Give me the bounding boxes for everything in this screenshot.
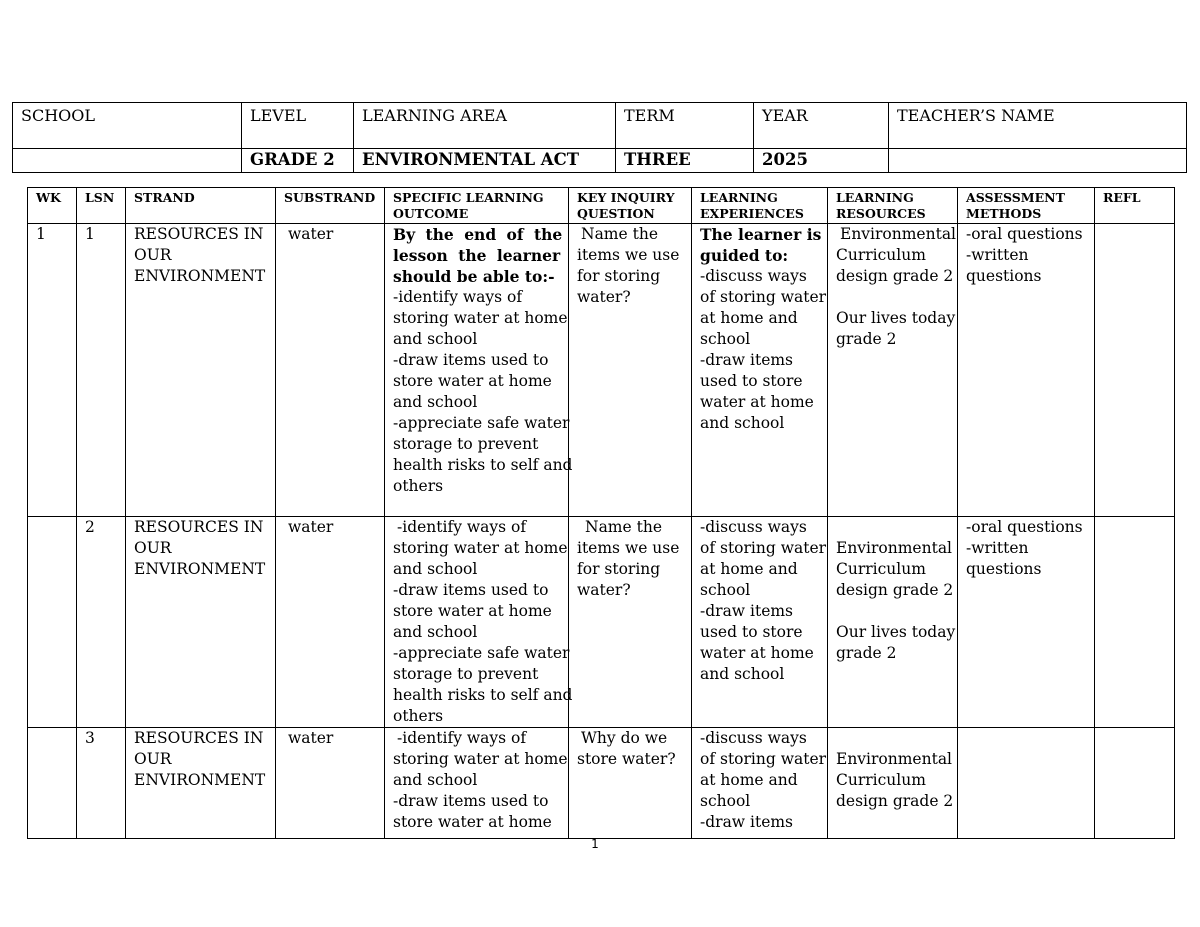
learning-area-value: ENVIRONMENTAL ACT: [354, 149, 616, 173]
experiences-cell: [692, 728, 828, 839]
assessment-line: questions: [966, 267, 1042, 285]
resource-line: Environmental: [840, 225, 957, 243]
strand-line: OUR: [134, 246, 172, 264]
week-cell: [28, 517, 77, 728]
outcome-line: store water at home: [393, 813, 552, 831]
column-header: WK: [28, 188, 77, 224]
substrand-cell: water: [276, 517, 385, 728]
experience-line: used to store: [700, 623, 803, 641]
outcome-line: storage to prevent: [393, 435, 539, 453]
outcome-line: health risks to self and: [393, 686, 573, 704]
outcome-line: health risks to self and: [393, 456, 573, 474]
experience-line: -discuss ways: [700, 518, 807, 536]
column-header: REFL: [1095, 188, 1175, 224]
outcome-intro-line: lesson the learner: [393, 246, 561, 265]
resource-line: Curriculum: [836, 560, 926, 578]
resource-line: Environmental: [836, 539, 953, 557]
school-label: SCHOOL: [13, 103, 242, 149]
lesson-cell: 2: [77, 517, 126, 728]
experiences-cell: [692, 224, 828, 517]
experiences-cell: [692, 517, 828, 728]
outcome-line: and school: [393, 393, 478, 411]
experience-line: school: [700, 581, 751, 599]
resources-cell: [828, 517, 958, 728]
strand-line: OUR: [134, 539, 172, 557]
experience-line: school: [700, 330, 751, 348]
outcome-line: and school: [393, 623, 478, 641]
experience-line: -discuss ways: [700, 267, 807, 285]
scheme-of-work-table: [27, 187, 1175, 839]
assessment-cell: [958, 517, 1095, 728]
experience-line: at home and: [700, 560, 798, 578]
week-cell: [28, 728, 77, 839]
question-line: items we use: [577, 246, 680, 264]
resource-line: Curriculum: [836, 246, 926, 264]
lesson-cell: 3: [77, 728, 126, 839]
experience-line: -discuss ways: [700, 729, 807, 747]
column-header: STRAND: [126, 188, 276, 224]
outcome-intro-line: By the end of the: [393, 225, 563, 244]
experiences-intro-line: guided to:: [700, 246, 789, 265]
outcome-line: -identify ways of: [393, 288, 523, 306]
outcome-line: others: [393, 477, 444, 495]
resources-cell: [828, 224, 958, 517]
header-values-row: [13, 149, 1187, 173]
experience-line: -draw items: [700, 602, 794, 620]
school-value: [13, 149, 242, 173]
strand-line: OUR: [134, 750, 172, 768]
teacher-name-value: [889, 149, 1187, 173]
strand-cell: [126, 224, 276, 517]
experience-line: at home and: [700, 309, 798, 327]
assessment-cell: [958, 224, 1095, 517]
question-line: Why do we: [581, 729, 668, 747]
level-value: GRADE 2: [242, 149, 354, 173]
strand-cell: [126, 517, 276, 728]
table-row: [28, 224, 1175, 517]
column-header: KEY INQUIRY QUESTION: [569, 188, 692, 224]
lesson-cell: 1: [77, 224, 126, 517]
resource-line: Our lives today: [836, 623, 956, 641]
substrand-cell: water: [276, 728, 385, 839]
table-row: [28, 517, 1175, 728]
resource-line: Curriculum: [836, 771, 926, 789]
column-header: LEARNING RESOURCES: [828, 188, 958, 224]
question-line: store water?: [577, 750, 676, 768]
term-label: TERM: [616, 103, 754, 149]
assessment-line: -oral questions: [966, 518, 1083, 536]
resource-line: design grade 2: [836, 792, 954, 810]
year-label: YEAR: [754, 103, 889, 149]
teacher-name-label: TEACHER’S NAME: [889, 103, 1187, 149]
experience-line: of storing water: [700, 750, 827, 768]
resource-spacer: [836, 287, 957, 308]
outcome-line: and school: [393, 560, 478, 578]
page-number: 1: [591, 837, 599, 851]
substrand-cell: water: [276, 224, 385, 517]
key-question-cell: [569, 517, 692, 728]
experience-line: and school: [700, 414, 785, 432]
strand-line: ENVIRONMENT: [134, 560, 266, 578]
outcome-line: storing water at home: [393, 539, 568, 557]
term-value: THREE: [616, 149, 754, 173]
experience-line: -draw items: [700, 813, 794, 831]
resource-line: grade 2: [836, 330, 897, 348]
resource-line: Our lives today: [836, 309, 956, 327]
resource-line: design grade 2: [836, 581, 954, 599]
question-line: water?: [577, 581, 631, 599]
question-line: for storing: [577, 267, 661, 285]
column-header-row: [28, 188, 1175, 224]
column-header: LSN: [77, 188, 126, 224]
outcome-line: store water at home: [393, 602, 552, 620]
outcome-line: store water at home: [393, 372, 552, 390]
outcome-cell: [385, 224, 573, 517]
resource-top-spacer: [836, 517, 957, 538]
level-label: LEVEL: [242, 103, 354, 149]
week-cell: 1: [28, 224, 77, 517]
outcome-line: and school: [393, 771, 478, 789]
experience-line: water at home: [700, 393, 814, 411]
resource-spacer: [836, 601, 957, 622]
column-header: SPECIFIC LEARNING OUTCOME: [385, 188, 569, 224]
outcome-line: storing water at home: [393, 750, 568, 768]
key-question-cell: [569, 728, 692, 839]
strand-cell: [126, 728, 276, 839]
experience-line: water at home: [700, 644, 814, 662]
column-header: SUBSTRAND: [276, 188, 385, 224]
year-value: 2025: [754, 149, 889, 173]
outcome-cell: [385, 728, 569, 839]
column-header: ASSESSMENT METHODS: [958, 188, 1095, 224]
outcome-line: -draw items used to: [393, 581, 549, 599]
question-line: Name the: [581, 225, 658, 243]
strand-line: ENVIRONMENT: [134, 267, 266, 285]
experience-line: of storing water: [700, 539, 827, 557]
strand-line: ENVIRONMENT: [134, 771, 266, 789]
question-line: items we use: [577, 539, 680, 557]
experience-line: -draw items: [700, 351, 794, 369]
experiences-intro-line: The learner is: [700, 225, 822, 244]
resource-line: grade 2: [836, 644, 897, 662]
resource-top-spacer: [836, 728, 957, 749]
reflection-cell: [1095, 224, 1175, 517]
outcome-line: storing water at home: [393, 309, 568, 327]
question-line: Name the: [585, 518, 662, 536]
strand-line: RESOURCES IN: [134, 225, 264, 243]
outcome-line: -appreciate safe water: [393, 414, 570, 432]
key-question-cell: [569, 224, 692, 517]
reflection-cell: [1095, 517, 1175, 728]
resources-cell: [828, 728, 958, 839]
outcome-line: -appreciate safe water: [393, 644, 570, 662]
header-labels-row: [13, 103, 1187, 149]
outcome-line: and school: [393, 330, 478, 348]
assessment-line: questions: [966, 560, 1042, 578]
experience-line: school: [700, 792, 751, 810]
experience-line: and school: [700, 665, 785, 683]
resource-line: design grade 2: [836, 267, 954, 285]
header-table: [12, 102, 1187, 173]
reflection-cell: [1095, 728, 1175, 839]
table-row: [28, 728, 1175, 839]
experience-line: at home and: [700, 771, 798, 789]
outcome-line: -identify ways of: [397, 518, 527, 536]
assessment-cell: [958, 728, 1095, 839]
question-line: for storing: [577, 560, 661, 578]
resource-line: Environmental: [836, 750, 953, 768]
outcome-cell: [385, 517, 573, 728]
strand-line: RESOURCES IN: [134, 729, 264, 747]
assessment-line: -written: [966, 539, 1029, 557]
column-header: LEARNING EXPERIENCES: [692, 188, 828, 224]
outcome-intro-line: should be able to:-: [393, 267, 555, 286]
outcome-line: -draw items used to: [393, 351, 549, 369]
outcome-line: storage to prevent: [393, 665, 539, 683]
outcome-line: -identify ways of: [397, 729, 527, 747]
experience-line: of storing water: [700, 288, 827, 306]
strand-line: RESOURCES IN: [134, 518, 264, 536]
learning-area-label: LEARNING AREA: [354, 103, 616, 149]
outcome-line: others: [393, 707, 444, 725]
question-line: water?: [577, 288, 631, 306]
experience-line: used to store: [700, 372, 803, 390]
assessment-line: -written: [966, 246, 1029, 264]
outcome-line: -draw items used to: [393, 792, 549, 810]
assessment-line: -oral questions: [966, 225, 1083, 243]
